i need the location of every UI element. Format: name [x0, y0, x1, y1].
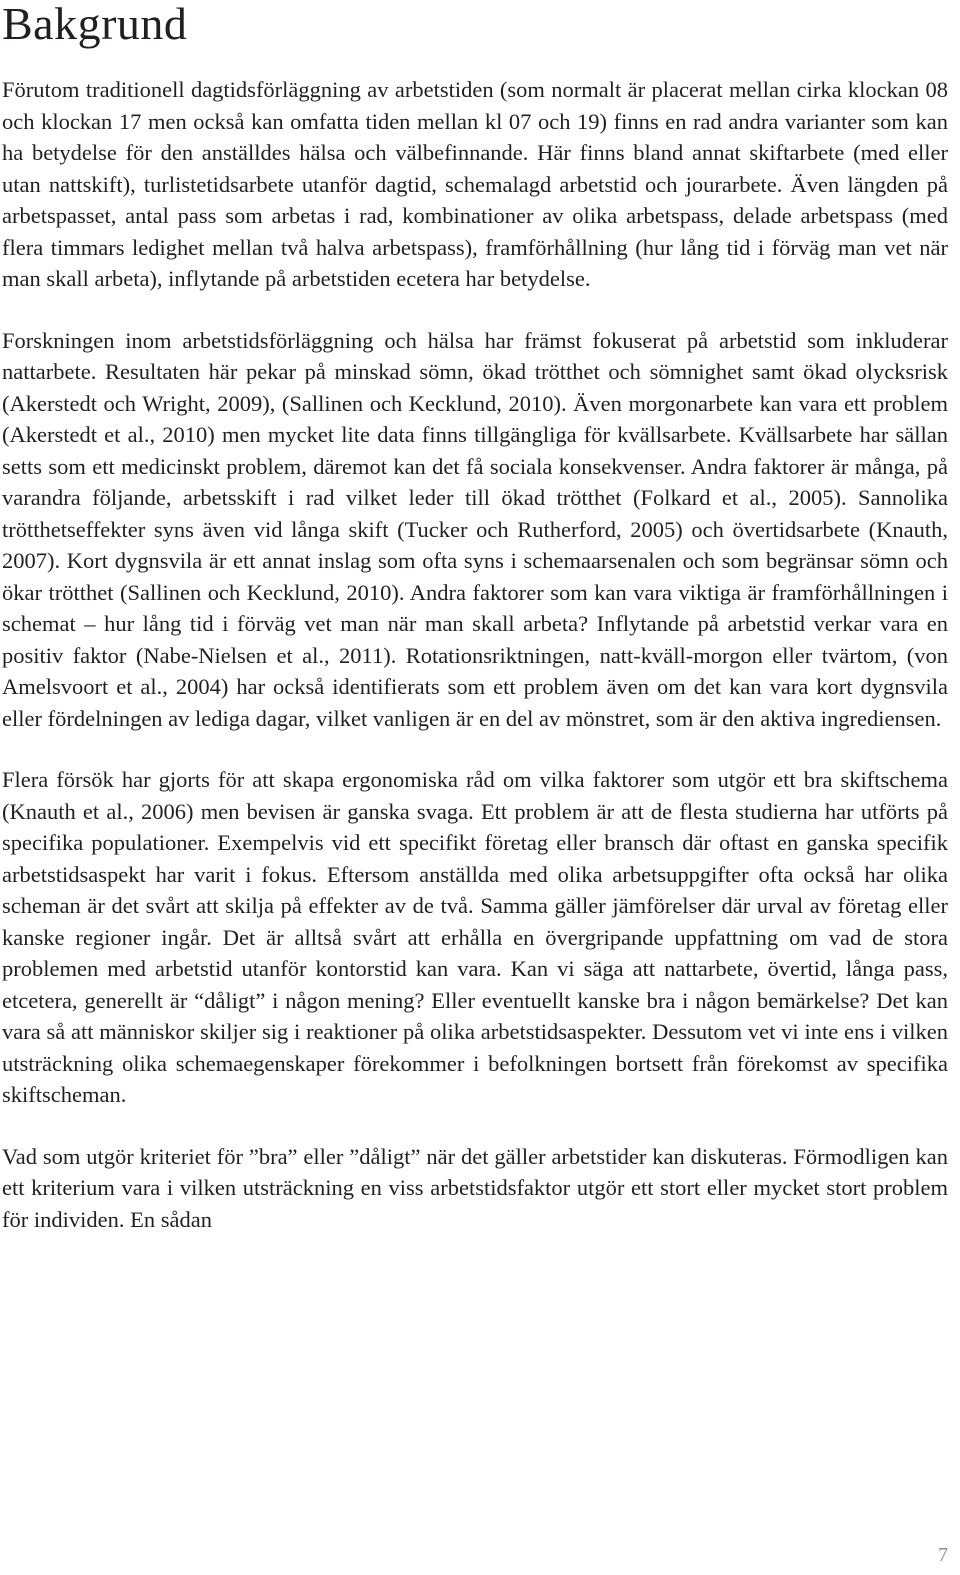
body-text	[2, 74, 948, 1265]
page-number: 7	[938, 1544, 948, 1566]
paragraph-2: Forskningen inom arbetstidsförläggning och hälsa har främst fokuserat på arbetstid som inkluderar nattarbete. Resultaten här pekar på minskad sömn, ökad trötthet och sömnighet samt ökad olycksrisk (Akerstedt och Wright, 2009), (Sallinen och Kecklund, 2010). Även morgonarbete kan vara ett problem (Akerstedt et al., 2010) men mycket lite data finns tillgängliga för kvällsarbete. Kvällsarbete har sällan setts som ett medicinskt problem, däremot kan det få sociala konsekvenser. Andra faktorer är många, på varandra följande, arbetsskift i rad vilket leder till ökad trötthet (Folkard et al., 2005). Sannolika trötthetseffekter syns även vid långa skift (Tucker och Rutherford, 2005) och övertidsarbete (Knauth, 2007). Kort dygnsvila är ett annat inslag som ofta syns i schemaarsenalen och som begränsar sömn och ökar trötthet (Sallinen och Kecklund, 2010). Andra faktorer som kan vara viktiga är framförhållningen i schemat – hur lång tid i förväg vet man när man skall arbeta? Inflytande på arbetstid verkar vara en positiv faktor (Nabe-Nielsen et al., 2011). Rotationsriktningen, natt-kväll-morgon eller tvärtom, (von Amelsvoort et al., 2004) har också identifierats som ett problem även om det kan vara kort dygnsvila eller fördelningen av lediga dagar, vilket vanligen är en del av mönstret, som är den aktiva ingrediensen.	[2, 327, 948, 731]
paragraph-1: Förutom traditionell dagtidsförläggning av arbetstiden (som normalt är placerat mellan cirka klockan 08 och klockan 17 men också kan omfatta tiden mellan kl 07 och 19) finns en rad andra varianter som kan ha betydelse för den anställdes hälsa och välbefinnande. Här finns bland annat skiftarbete (med eller utan nattskift), turlistetidsarbete utanför dagtid, schemalagd arbetstid och jourarbete. Även längden på arbetspasset, antal pass som arbetas i rad, kombinationer av olika arbetspass, delade arbetspass (med flera timmars ledighet mellan två halva arbetspass), framförhållning (hur lång tid i förväg man vet när man skall arbeta), inflytande på arbetstiden ecetera har betydelse.	[2, 77, 948, 291]
paragraph-4: Vad som utgör kriteriet för ”bra” eller ”dåligt” när det gäller arbetstider kan diskuteras. Förmodligen kan ett kriterium vara i vilken utsträckning en viss arbetstidsfaktor utgör ett stort eller mycket stort problem för individen. En sådan	[2, 1143, 948, 1232]
paragraph-3: Flera försök har gjorts för att skapa ergonomiska råd om vilka faktorer som utgör ett bra skiftschema (Knauth et al., 2006) men bevisen är ganska svaga. Ett problem är att de flesta studierna har utförts på specifika populationer. Exempelvis vid ett specifikt företag eller bransch där oftast en ganska specifik arbetstidsaspekt har varit i fokus. Eftersom anställda med olika arbetsuppgifter ofta också har olika scheman är det svårt att skilja på effekter av de två. Samma gäller jämförelser där urval av företag eller kanske regioner ingår. Det är alltså svårt att erhålla en övergripande uppfattning om vad de stora problemen med arbetstid utanför kontorstid kan vara. Kan vi säga att nattarbete, övertid, långa pass, etcetera, generellt är “dåligt” i någon mening? Eller eventuellt kanske bra i någon bemärkelse? Det kan vara så att människor skiljer sig i reaktioner på olika arbetstidsaspekter. Dessutom vet vi inte ens i vilken utsträckning olika schemaegenskaper förekommer i befolkningen bortsett från förekomst av specifika skiftscheman.	[2, 767, 948, 1107]
section-heading: Bakgrund	[2, 0, 188, 49]
